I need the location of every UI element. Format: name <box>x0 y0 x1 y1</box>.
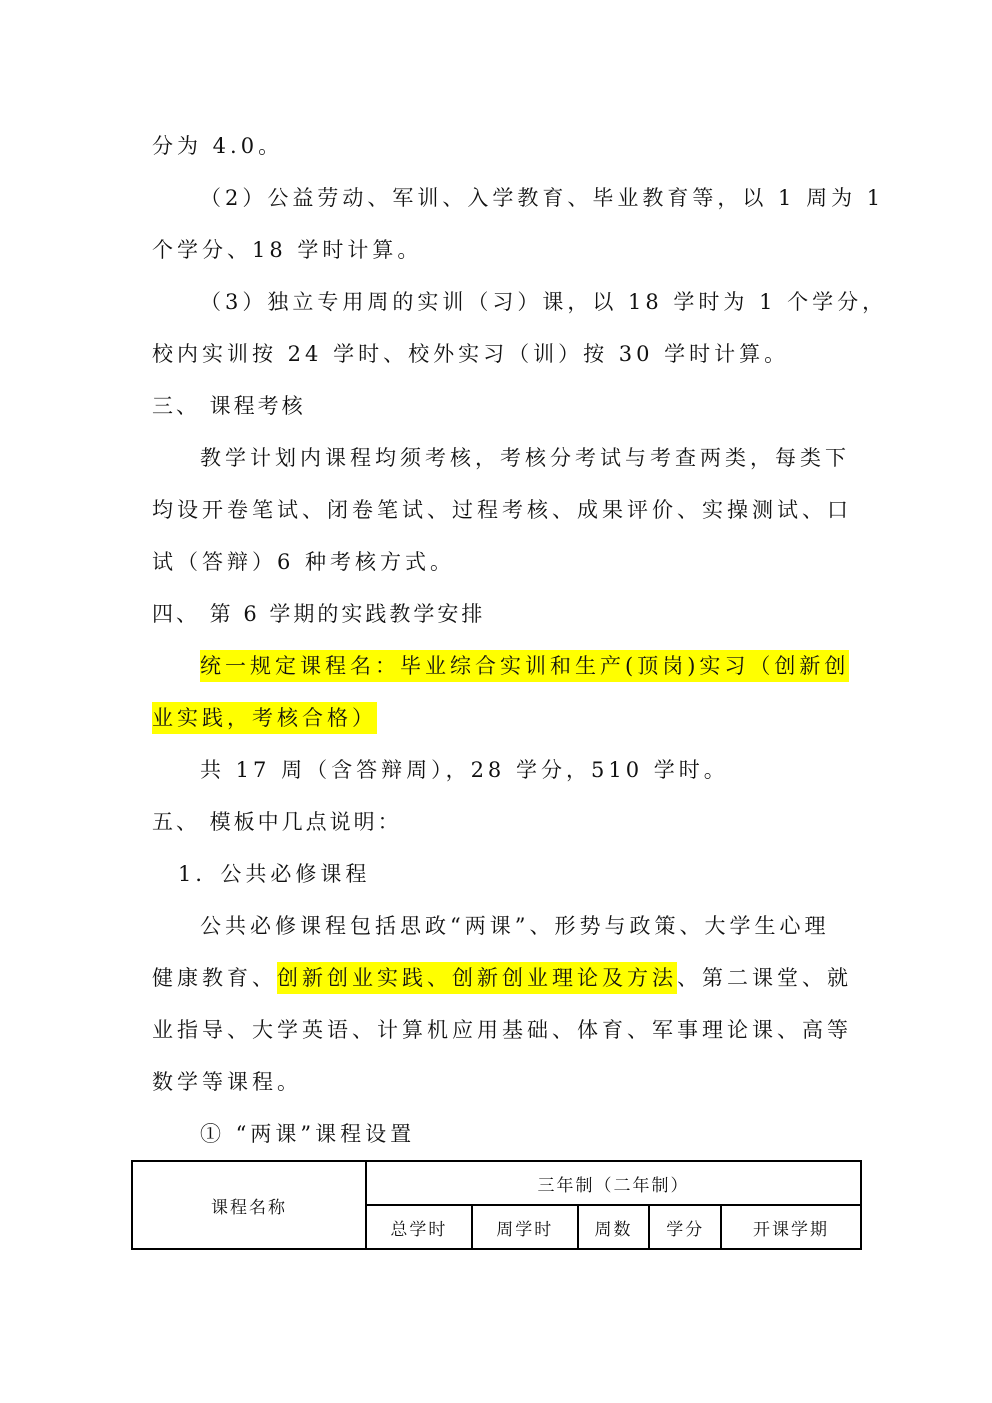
highlight-text: 业实践，考核合格） <box>152 702 377 734</box>
highlight-text: 统一规定课程名：毕业综合实训和生产(顶岗)实习（创新创 <box>200 650 849 682</box>
paragraph-line: 教学计划内课程均须考核，考核分考试与考查两类，每类下 <box>200 446 850 470</box>
course-table <box>131 1160 862 1250</box>
table-header-group: 三年制（二年制） <box>366 1161 861 1205</box>
subsection-heading: 1．公共必修课程 <box>178 862 371 886</box>
highlighted-line <box>200 651 849 681</box>
table-header-weekly-hours: 周学时 <box>472 1205 578 1249</box>
table-header-total-hours: 总学时 <box>366 1205 472 1249</box>
section-heading: 五、 模板中几点说明： <box>152 810 402 834</box>
paragraph-line: 个学分、18 学时计算。 <box>152 238 423 262</box>
table-header-course-name: 课程名称 <box>132 1161 366 1249</box>
list-item: ① “两课”课程设置 <box>200 1122 416 1146</box>
highlighted-line <box>152 703 377 733</box>
section-heading: 四、 第 6 学期的实践教学安排 <box>152 602 486 626</box>
paragraph-line: （3）独立专用周的实训（习）课，以 18 学时为 1 个学分， <box>200 290 888 314</box>
paragraph-line: 试（答辩）6 种考核方式。 <box>152 550 456 574</box>
paragraph-line: （2）公益劳动、军训、入学教育、毕业教育等，以 1 周为 1 <box>200 186 885 210</box>
highlight-text: 创新创业实践、创新创业理论及方法 <box>277 962 677 994</box>
text-run: 、第二课堂、就 <box>677 966 852 990</box>
paragraph-line: 业指导、大学英语、计算机应用基础、体育、军事理论课、高等 <box>152 1018 852 1042</box>
table-row <box>132 1161 861 1205</box>
paragraph-line: 校内实训按 24 学时、校外实习（训）按 30 学时计算。 <box>152 342 790 366</box>
paragraph-line: 分为 4.0。 <box>152 134 284 158</box>
paragraph-line <box>152 963 852 993</box>
table-header-semester: 开课学期 <box>721 1205 861 1249</box>
section-heading: 三、 课程考核 <box>152 394 306 418</box>
paragraph-line: 数学等课程。 <box>152 1070 302 1094</box>
text-run: 健康教育、 <box>152 966 277 990</box>
paragraph-line: 均设开卷笔试、闭卷笔试、过程考核、成果评价、实操测试、口 <box>152 498 852 522</box>
paragraph-line: 公共必修课程包括思政“两课”、形势与政策、大学生心理 <box>200 914 830 938</box>
table-header-credits: 学分 <box>649 1205 721 1249</box>
table-header-weeks: 周数 <box>578 1205 650 1249</box>
paragraph-line: 共 17 周（含答辩周），28 学分，510 学时。 <box>200 758 729 782</box>
